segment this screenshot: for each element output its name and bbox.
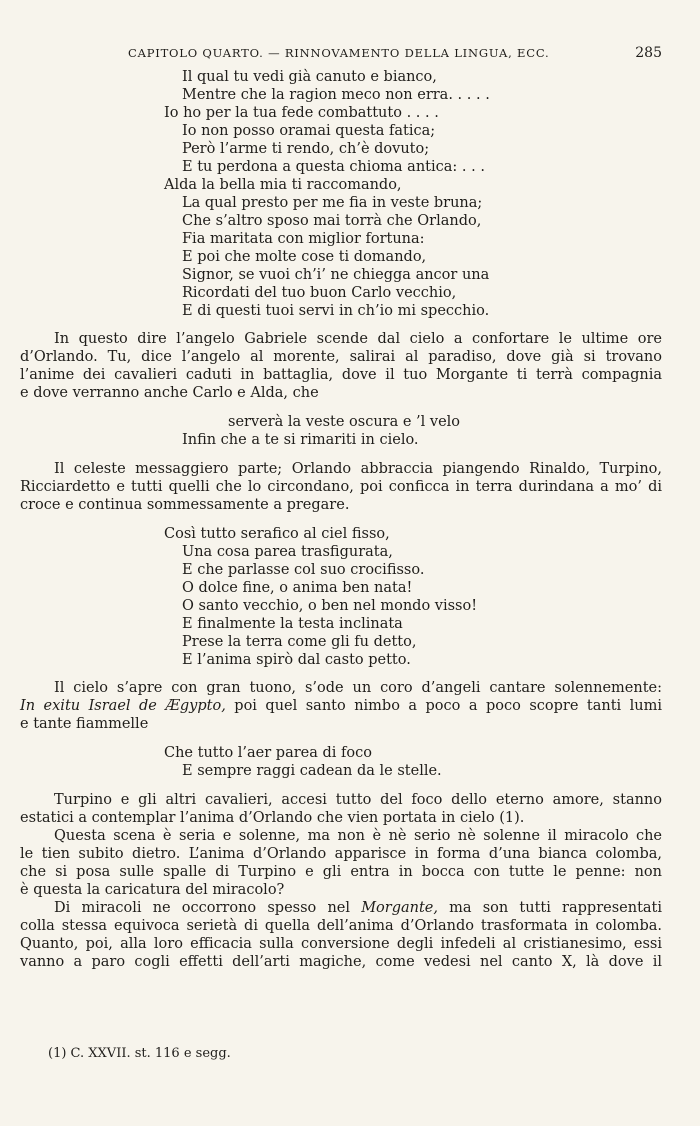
paragraph <box>20 460 662 514</box>
text-line: In questo dire l’angelo Gabriele scende dal cielo a confortare le ultime ore <box>54 331 662 347</box>
text-line: Questa scena è seria e solenne, ma non è nè serio nè solenne il miracolo che <box>54 828 662 844</box>
work-title: Morgante, <box>361 900 438 916</box>
verse-line: E sempre raggi cadean da le stelle. <box>182 763 442 779</box>
footnote: (1) C. XXVII. st. 116 e segg. <box>48 1046 231 1061</box>
text-line: e tante fiammelle <box>20 716 149 732</box>
verse-line: E che parlasse col suo crocifisso. <box>182 562 425 578</box>
text-line: croce e continua sommessamente a pregare. <box>20 497 350 513</box>
verse-line: Io non posso oramai questa fatica; <box>182 123 436 139</box>
verse-line: Prese la terra come gli fu detto, <box>182 634 417 650</box>
running-head: CAPITOLO QUARTO. — RINNOVAMENTO DELLA LINGUA, ECC. <box>128 46 550 60</box>
page-header <box>0 46 700 66</box>
verse-line: E l’anima spirò dal casto petto. <box>182 652 411 668</box>
verse-block <box>20 68 662 320</box>
page-body <box>20 68 662 971</box>
text-line: Ricciardetto e tutti quelli che lo circondano, poi conficca in terra durindana a mo’ di <box>20 479 662 495</box>
verse-line: Così tutto serafico al ciel fisso, <box>164 526 390 542</box>
verse-line: Infin che a te si rimariti in cielo. <box>182 432 419 448</box>
verse-block <box>20 744 662 780</box>
text-line: colla stessa equivoca serietà di quella dell’anima d’Orlando trasformata in colomba. <box>20 918 662 934</box>
text-line: le tien subito dietro. L’anima d’Orlando apparisce in forma d’una bianca colomba, <box>20 846 662 862</box>
text-line: Turpino e gli altri cavalieri, accesi tutto del foco dello eterno amore, stanno <box>54 792 662 808</box>
text-line: Il cielo s’apre con gran tuono, s’ode un coro d’angeli cantare solennemente: <box>54 680 662 696</box>
verse-line: Signor, se vuoi ch’i’ ne chiegga ancor una <box>182 267 490 283</box>
verse-line: O santo vecchio, o ben nel mondo visso! <box>182 598 478 614</box>
verse-block <box>20 525 662 669</box>
paragraph <box>20 899 662 971</box>
paragraph <box>20 330 662 402</box>
verse-line: Che tutto l’aer parea di foco <box>164 745 372 761</box>
text-line: vanno a paro cogli effetti dell’arti magiche, come vedesi nel canto X, là dove il <box>20 954 662 970</box>
latin-quote: In exitu Israel de Ægypto, <box>20 698 226 714</box>
verse-block <box>20 413 662 449</box>
text-line: Quanto, poi, alla loro efficacia sulla conversione degli infedeli al cristianesimo, essi <box>20 936 662 952</box>
text-line: d’Orlando. Tu, dice l’angelo al morente, salirai al paradiso, dove già si trovano <box>20 349 662 365</box>
verse-line: E finalmente la testa inclinata <box>182 616 403 632</box>
paragraph <box>20 827 662 899</box>
text-line: estatici a contemplar l’anima d’Orlando che vien portata in cielo (1). <box>20 810 525 826</box>
verse-line: Alda la bella mia ti raccomando, <box>164 177 402 193</box>
text-line: In exitu Israel de Ægypto, poi quel santo nimbo a poco a poco scopre tanti lumi <box>20 698 663 714</box>
verse-line: serverà la veste oscura e ’l velo <box>228 414 461 430</box>
paragraph <box>20 791 662 827</box>
verse-line: E di questi tuoi servi in ch’io mi specchio. <box>182 303 490 319</box>
verse-line: La qual presto per me fia in veste bruna; <box>182 195 483 211</box>
text-line: e dove verranno anche Carlo e Alda, che <box>20 385 319 401</box>
verse-line: Io ho per la tua fede combattuto . . . . <box>164 105 439 121</box>
page-number: 285 <box>635 45 662 61</box>
text-line: Il celeste messaggiero parte; Orlando abbraccia piangendo Rinaldo, Turpino, <box>54 461 662 477</box>
verse-line: Il qual tu vedi già canuto e bianco, <box>182 69 437 85</box>
text-line: è questa la caricatura del miracolo? <box>20 882 285 898</box>
paragraph <box>20 679 662 733</box>
verse-line: E poi che molte cose ti domando, <box>182 249 427 265</box>
verse-line: E tu perdona a questa chioma antica: . . . <box>182 159 485 175</box>
verse-line: Ricordati del tuo buon Carlo vecchio, <box>182 285 457 301</box>
text-line: l’anime dei cavalieri caduti in battaglia, dove il tuo Morgante ti terrà compagnia <box>20 367 662 383</box>
verse-line: Che s’altro sposo mai torrà che Orlando, <box>182 213 482 229</box>
text-line: che si posa sulle spalle di Turpino e gli entra in bocca con tutte le penne: non <box>20 864 662 880</box>
verse-line: Mentre che la ragion meco non erra. . . . . <box>182 87 490 103</box>
text-line: Di miracoli ne occorrono spesso nel Morgante, ma son tutti rappresentati <box>54 900 663 916</box>
verse-line: Però l’arme ti rendo, ch’è dovuto; <box>182 141 430 157</box>
verse-line: Una cosa parea trasfigurata, <box>182 544 393 560</box>
verse-line: O dolce fine, o anima ben nata! <box>182 580 413 596</box>
verse-line: Fia maritata con miglior fortuna: <box>182 231 425 247</box>
